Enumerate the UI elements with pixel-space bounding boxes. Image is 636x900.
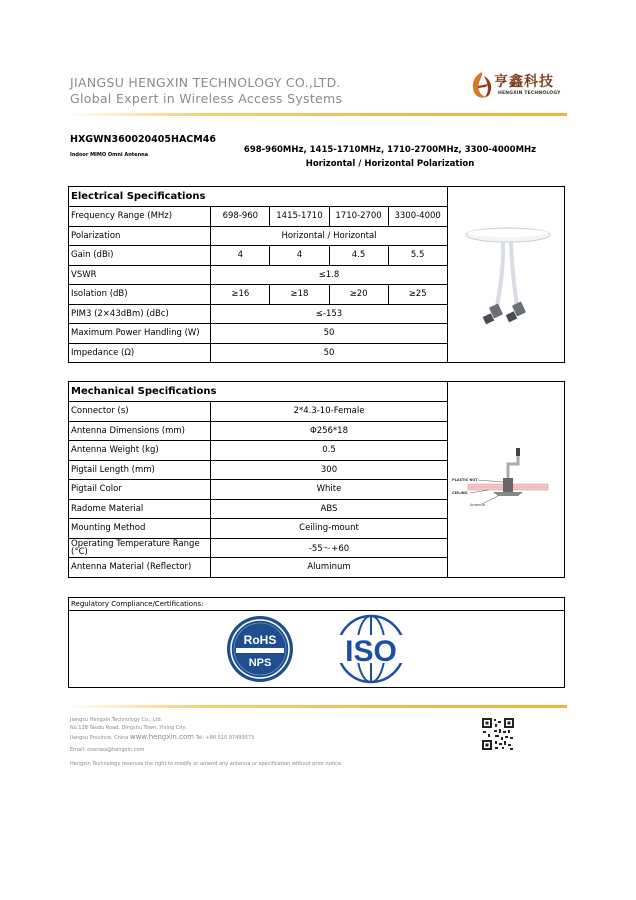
footer-address-line: No.138 Taodu Road, Dingshu Town, Yixing City,: [70, 725, 188, 731]
polarization-label: Polarization: [69, 226, 211, 246]
polarization-value: Horizontal / Horizontal: [211, 226, 447, 246]
footer-disclaimer: Hengxin Technology reserves the right to modify or amend any antenna or specification without prior notice.: [70, 761, 343, 767]
pim3-label: PIM3 (2×43dBm) (dBc): [69, 304, 211, 324]
logo-mark-icon: [468, 70, 496, 100]
footer-company: Jiangsu Hengxin Technology Co., Ltd.: [70, 717, 163, 723]
antenna-photo: [448, 187, 565, 362]
reflector-material-label: Antenna Material (Reflector): [69, 558, 211, 578]
footer-telephone: Tel: +86 510 87499573: [195, 735, 255, 741]
product-subtitle: Indoor MIMO Omni Antenna: [70, 152, 149, 158]
impedance-value: 50: [211, 343, 447, 363]
power-value: 50: [211, 324, 447, 344]
connector-value: 2*4.3-10-Female: [211, 402, 448, 422]
plastic-nut-label: PLASTIC NUT: [452, 478, 478, 482]
isolation-band-3: ≥20: [329, 285, 388, 305]
impedance-label: Impedance (Ω): [69, 343, 211, 363]
isolation-band-4: ≥25: [388, 285, 447, 305]
mounting-diagram-cell: [448, 382, 565, 578]
frequency-band-2: 1415-1710: [270, 207, 329, 227]
radome-material-label: Radome Material: [69, 499, 211, 519]
frequency-band-3: 1710-2700: [329, 207, 388, 227]
iso-badge-icon: [326, 613, 416, 685]
footer-address-contact: [70, 733, 254, 741]
mounting-diagram: [448, 382, 565, 578]
gain-band-3: 4.5: [329, 246, 388, 266]
company-name: JIANGSU HENGXIN TECHNOLOGY CO.,LTD.: [70, 75, 341, 90]
rohs-badge-icon: [222, 614, 302, 684]
frequency-label: Frequency Range (MHz): [69, 207, 211, 227]
isolation-band-2: ≥18: [270, 285, 329, 305]
electrical-spec-table: [68, 186, 565, 363]
footer-divider: [67, 705, 567, 708]
antenna-label: Antenna: [470, 503, 485, 507]
logo-chinese-text: 亨鑫科技: [494, 74, 554, 90]
polarization-summary: Horizontal / Horizontal Polarization: [305, 159, 475, 169]
pigtail-length-value: 300: [211, 460, 448, 480]
gain-band-1: 4: [211, 246, 270, 266]
footer-email: Email: oversea@hengxin.com: [70, 747, 145, 753]
temperature-range-label: Operating Temperature Range (°C): [69, 538, 211, 558]
regulatory-section: [68, 597, 565, 688]
frequency-band-1: 698-960: [211, 207, 270, 227]
pigtail-color-value: White: [211, 480, 448, 500]
weight-label: Antenna Weight (kg): [69, 441, 211, 461]
gain-label: Gain (dBi): [69, 246, 211, 266]
isolation-label: Isolation (dB): [69, 285, 211, 305]
temperature-range-value: -55～+60: [211, 538, 448, 558]
frequency-summary: 698-960MHz, 1415-1710MHz, 1710-2700MHz, 3300-4000MHz: [243, 145, 537, 155]
mounting-method-value: Ceiling-mount: [211, 519, 448, 539]
frequency-band-4: 3300-4000: [388, 207, 447, 227]
gain-band-4: 5.5: [388, 246, 447, 266]
regulatory-title: Regulatory Compliance/Certifications:: [69, 598, 564, 611]
rohs-sub-text: NPS: [248, 657, 272, 669]
mechanical-spec-table: [68, 381, 565, 578]
header-divider: [67, 113, 567, 116]
electrical-spec-title: Electrical Specifications: [69, 187, 448, 207]
mounting-method-label: Mounting Method: [69, 519, 211, 539]
reflector-material-value: Aluminum: [211, 558, 448, 578]
radome-material-value: ABS: [211, 499, 448, 519]
pigtail-length-label: Pigtail Length (mm): [69, 460, 211, 480]
product-model: HXGWN360020405HACM46: [70, 134, 216, 145]
ceiling-label: CEILING: [452, 491, 468, 495]
footer-website-link[interactable]: www.hengxin.com: [129, 733, 195, 741]
rohs-text: RoHS: [243, 633, 277, 647]
company-tagline: Global Expert in Wireless Access Systems: [70, 91, 343, 106]
weight-value: 0.5: [211, 441, 448, 461]
product-summary: [200, 143, 580, 171]
gain-band-2: 4: [270, 246, 329, 266]
power-label: Maximum Power Handling (W): [69, 324, 211, 344]
vswr-value: ≤1.8: [211, 265, 447, 285]
dimensions-value: Φ256*18: [211, 421, 448, 441]
antenna-photo-cell: [447, 187, 564, 363]
isolation-band-1: ≥16: [211, 285, 270, 305]
dimensions-label: Antenna Dimensions (mm): [69, 421, 211, 441]
iso-text: ISO: [345, 635, 397, 668]
pigtail-color-label: Pigtail Color: [69, 480, 211, 500]
vswr-label: VSWR: [69, 265, 211, 285]
mechanical-spec-title: Mechanical Specifications: [69, 382, 448, 402]
footer-province: Jiangsu Province, China: [70, 735, 129, 741]
connector-label: Connector (s): [69, 402, 211, 422]
qr-code-icon: [481, 717, 515, 751]
logo-english-text: HENGXIN TECHNOLOGY: [498, 91, 561, 96]
company-logo: [468, 70, 568, 102]
pim3-value: ≤-153: [211, 304, 447, 324]
